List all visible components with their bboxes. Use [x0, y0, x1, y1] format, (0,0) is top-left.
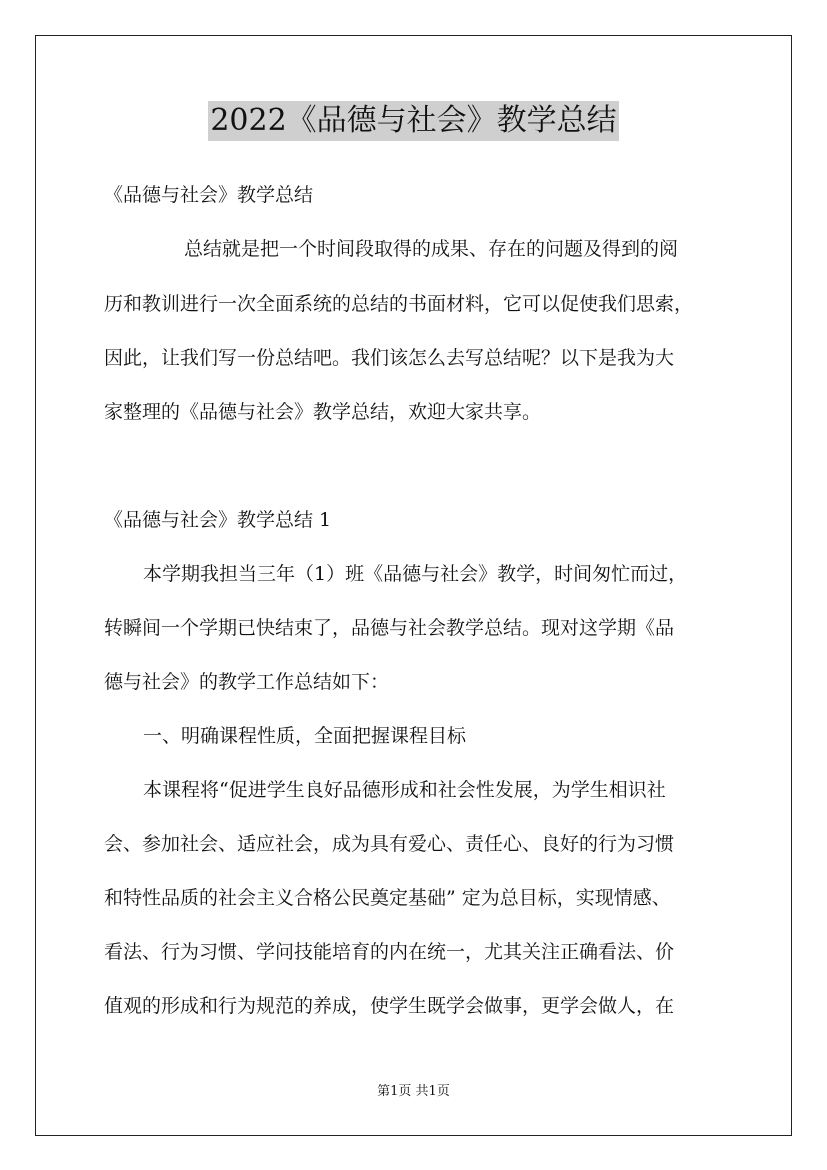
intro-line-3: 因此，让我们写一份总结吧。我们该怎么去写总结呢？以下是我为大 [104, 347, 675, 369]
intro-line-2: 历和教训进行一次全面系统的总结的书面材料，它可以促使我们思索， [104, 293, 694, 315]
section1-para2-line-1: 本课程将“促进学生良好品德形成和社会性发展，为学生相识社 [143, 779, 666, 801]
section1-para2-line-2: 会、参加社会、适应社会，成为具有爱心、责任心、良好的行为习惯 [104, 833, 675, 855]
section1-para1-line-1: 本学期我担当三年（1）班《品德与社会》教学，时间匆忙而过， [143, 563, 688, 585]
subheading-1: 一、明确课程性质，全面把握课程目标 [143, 725, 467, 747]
section1-heading: 《品德与社会》教学总结 1 [104, 509, 332, 531]
section1-para1-line-3: 德与社会》的教学工作总结如下： [104, 671, 390, 693]
page-footer: 第1页 共1页 [377, 1084, 450, 1099]
section1-para2-line-3: 和特性品质的社会主义合格公民奠定基础” 定为总目标，实现情感、 [104, 887, 671, 909]
section1-para2-line-4: 看法、行为习惯、学问技能培育的内在统一，尤其关注正确看法、价 [104, 941, 675, 963]
title-wrap [0, 101, 827, 141]
section1-para2-line-5: 值观的形成和行为规范的养成，使学生既学会做事，更学会做人，在 [104, 995, 675, 1017]
intro-line-1: 总结就是把一个时间段取得的成果、存在的问题及得到的阅 [184, 238, 679, 260]
intro-line-4: 家整理的《品德与社会》教学总结，欢迎大家共享。 [104, 401, 542, 423]
document-subtitle: 《品德与社会》教学总结 [104, 184, 314, 206]
document-title: 2022《品德与社会》教学总结 [208, 101, 618, 141]
section1-para1-line-2: 转瞬间一个学期已快结束了，品德与社会教学总结。现对这学期《品 [104, 617, 675, 639]
